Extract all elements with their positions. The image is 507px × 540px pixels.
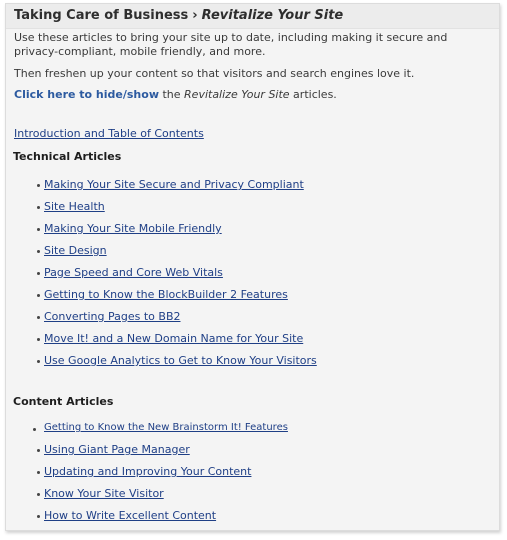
- article-link[interactable]: Move It! and a New Domain Name for Your Site: [44, 332, 304, 345]
- content-heading: Content Articles: [13, 395, 114, 408]
- article-link[interactable]: Know Your Site Visitor: [44, 487, 164, 500]
- bullet-icon: [37, 471, 40, 474]
- toggle-text-italic: Revitalize Your Site: [184, 88, 290, 101]
- article-link[interactable]: Converting Pages to BB2: [44, 310, 181, 323]
- bullet-icon: [37, 493, 40, 496]
- article-link[interactable]: Updating and Improving Your Content: [44, 465, 252, 478]
- article-link[interactable]: How to Write Excellent Content: [44, 509, 217, 522]
- bullet-icon: [37, 272, 40, 275]
- bullet-icon: [37, 316, 40, 319]
- intro-paragraph: Use these articles to bring your site up to date, including making it secure and privacy-compliant, mobile friendly, and more.: [14, 31, 448, 58]
- title-prefix: Taking Care of Business: [14, 8, 189, 23]
- bullet-icon: [37, 449, 40, 452]
- bullet-icon: [37, 338, 40, 341]
- revitalize-panel: [5, 3, 500, 531]
- article-link[interactable]: Getting to Know the BlockBuilder 2 Features: [44, 288, 288, 301]
- toggle-line: [14, 88, 337, 102]
- article-link[interactable]: Use Google Analytics to Get to Know Your Visitors: [44, 354, 317, 367]
- technical-heading: Technical Articles: [13, 150, 122, 163]
- bullet-icon: [37, 515, 40, 518]
- bullet-icon: [37, 206, 40, 209]
- article-link[interactable]: Making Your Site Mobile Friendly: [44, 222, 222, 235]
- bullet-icon: [37, 294, 40, 297]
- article-link[interactable]: Using Giant Page Manager: [44, 443, 190, 456]
- toggle-text-after: articles.: [289, 88, 337, 101]
- article-link[interactable]: Making Your Site Secure and Privacy Compliant: [44, 178, 304, 191]
- freshen-paragraph: Then freshen up your content so that visitors and search engines love it.: [14, 67, 415, 80]
- article-link[interactable]: Page Speed and Core Web Vitals: [44, 266, 223, 279]
- article-link[interactable]: Site Design: [44, 244, 107, 257]
- bullet-icon: [37, 184, 40, 187]
- title-separator: ›: [192, 8, 198, 23]
- toggle-text-before: the: [158, 88, 185, 101]
- panel-title: [14, 8, 343, 23]
- bullet-icon: [37, 360, 40, 363]
- panel-title-bar: [6, 4, 499, 29]
- bullet-icon: [33, 428, 36, 431]
- title-suffix: Revitalize Your Site: [201, 8, 344, 23]
- toggle-articles-link[interactable]: Click here to hide/show: [14, 88, 159, 101]
- article-link[interactable]: Getting to Know the New Brainstorm It! Features: [44, 422, 288, 433]
- intro-toc-link[interactable]: Introduction and Table of Contents: [14, 127, 204, 140]
- bullet-icon: [37, 228, 40, 231]
- bullet-icon: [37, 250, 40, 253]
- article-link[interactable]: Site Health: [44, 200, 105, 213]
